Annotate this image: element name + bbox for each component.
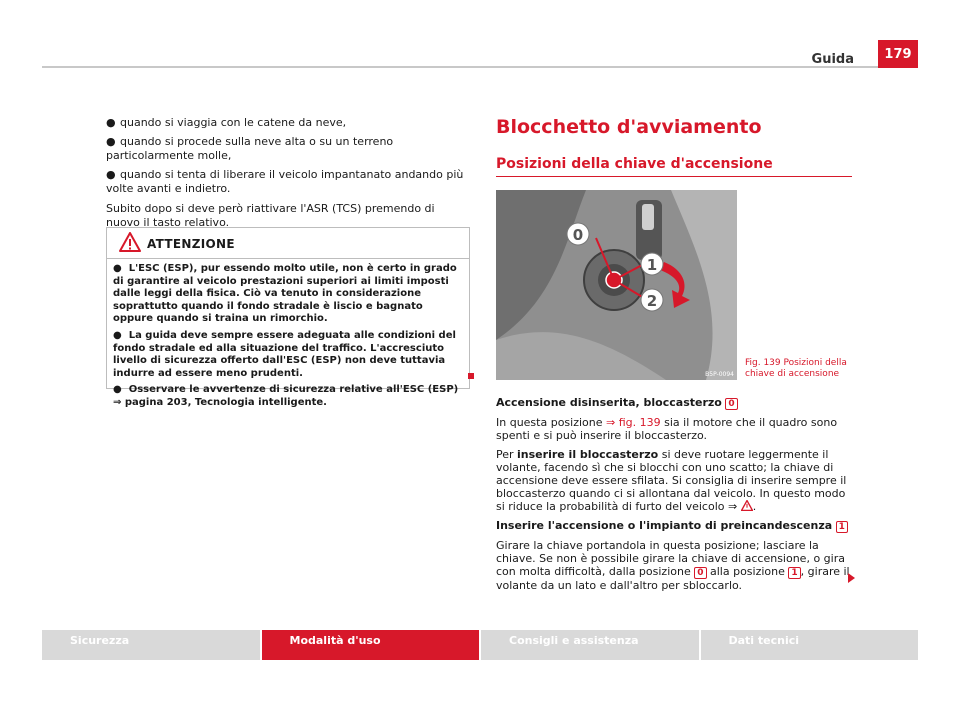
warning-item: ● Osservare le avvertenze di sicurezza relative all'ESC (ESP) ⇒ pagina 203, Tecnologia intelligente. — [113, 384, 459, 408]
figure-code: B5P-0094 — [705, 371, 734, 378]
paragraph: Girare la chiave portandola in questa posizione; lasciare la chiave. Se non è possibile girare la chiave di accensione, o gira con molta difficoltà, dalla posizione 0 alla posizione 1 , girare il volante da un lato e dall'altro per sbloccarlo. — [496, 539, 850, 592]
chapter-title: Blocchetto d'avviamento — [496, 116, 762, 138]
subheading: Inserire l'accensione o l'impianto di preincandescenza 1 — [496, 519, 856, 533]
paragraph: Per inserire il bloccasterzo si deve ruotare leggermente il volante, facendo sì che si blocchi con uno scatto; la chiave di accensione deve essere sfilata. Si consiglia di inserire sempre il bloccasterzo quando ci si allontana dal veicolo. In questo modo si riduce la probabilità di furto del veicolo ⇒ . — [496, 448, 847, 513]
figure-label: 2 — [646, 292, 658, 310]
warning-item: ● La guida deve sempre essere adeguata alle condizioni del fondo stradale ed alla situazione del traffico. L'accresciuto livello di sicurezza offerto dall'ESC (ESP) non deve tuttavia indurre ad essere meno prudenti. — [113, 329, 456, 379]
warning-item: ● L'ESC (ESP), pur essendo molto utile, non è certo in grado di garantire al veicolo prestazioni superiori ai limiti imposti dalle leggi della fisica. Ciò va tenuto in considerazione soprattutto quando il fondo stradale è liscio e bagnato oppure quando si traina un rimorchio. — [113, 263, 457, 325]
position-badge: 1 — [836, 521, 848, 533]
figure-caption: Fig. 139 Posizioni della chiave di accensione — [745, 358, 847, 379]
left-column — [106, 116, 468, 230]
position-badge: 1 — [788, 567, 800, 579]
section-title: Guida — [811, 52, 854, 67]
warning-body — [107, 259, 469, 410]
footer-tab-dati-tecnici[interactable]: Dati tecnici — [701, 630, 919, 660]
warning-header — [107, 228, 469, 259]
footer-tab-modalita-uso[interactable]: Modalità d'uso — [262, 630, 480, 660]
footer-tab-consigli-assistenza[interactable]: Consigli e assistenza — [481, 630, 699, 660]
list-item: ● quando si tenta di liberare il veicolo impantanato andando più volte avanti e indietro. — [106, 168, 464, 195]
header-rule — [42, 66, 918, 68]
warning-icon[interactable] — [741, 500, 753, 511]
warning-icon — [119, 232, 141, 252]
list-item: ● quando si viaggia con le catene da neve, — [106, 116, 347, 129]
figure-link[interactable]: ⇒ fig. 139 — [606, 416, 661, 429]
paragraph: In questa posizione ⇒ fig. 139 sia il motore che il quadro sono spenti e si può inserire il bloccasterzo. — [496, 416, 838, 442]
footer-tab-sicurezza[interactable]: Sicurezza — [42, 630, 260, 660]
position-badge: 0 — [694, 567, 706, 579]
end-marker — [468, 373, 474, 379]
subheading: Accensione disinserita, bloccasterzo 0 — [496, 396, 856, 410]
figure-label: 0 — [572, 226, 584, 244]
footer-nav — [42, 630, 918, 660]
continue-arrow-icon — [848, 573, 855, 583]
section-subtitle: Posizioni della chiave d'accensione — [496, 156, 773, 172]
list-item: ● quando si procede sulla neve alta o su un terreno particolarmente molle, — [106, 135, 394, 162]
right-column — [496, 396, 856, 598]
subtitle-rule — [496, 176, 852, 177]
position-badge: 0 — [725, 398, 737, 410]
ignition-figure — [496, 190, 737, 380]
warning-box — [106, 227, 470, 408]
warning-title: ATTENZIONE — [147, 237, 235, 251]
page-number: 179 — [878, 40, 918, 68]
figure-label: 1 — [646, 256, 658, 274]
paragraph: Subito dopo si deve però riattivare l'ASR (TCS) premendo di nuovo il tasto relativo. — [106, 202, 435, 229]
